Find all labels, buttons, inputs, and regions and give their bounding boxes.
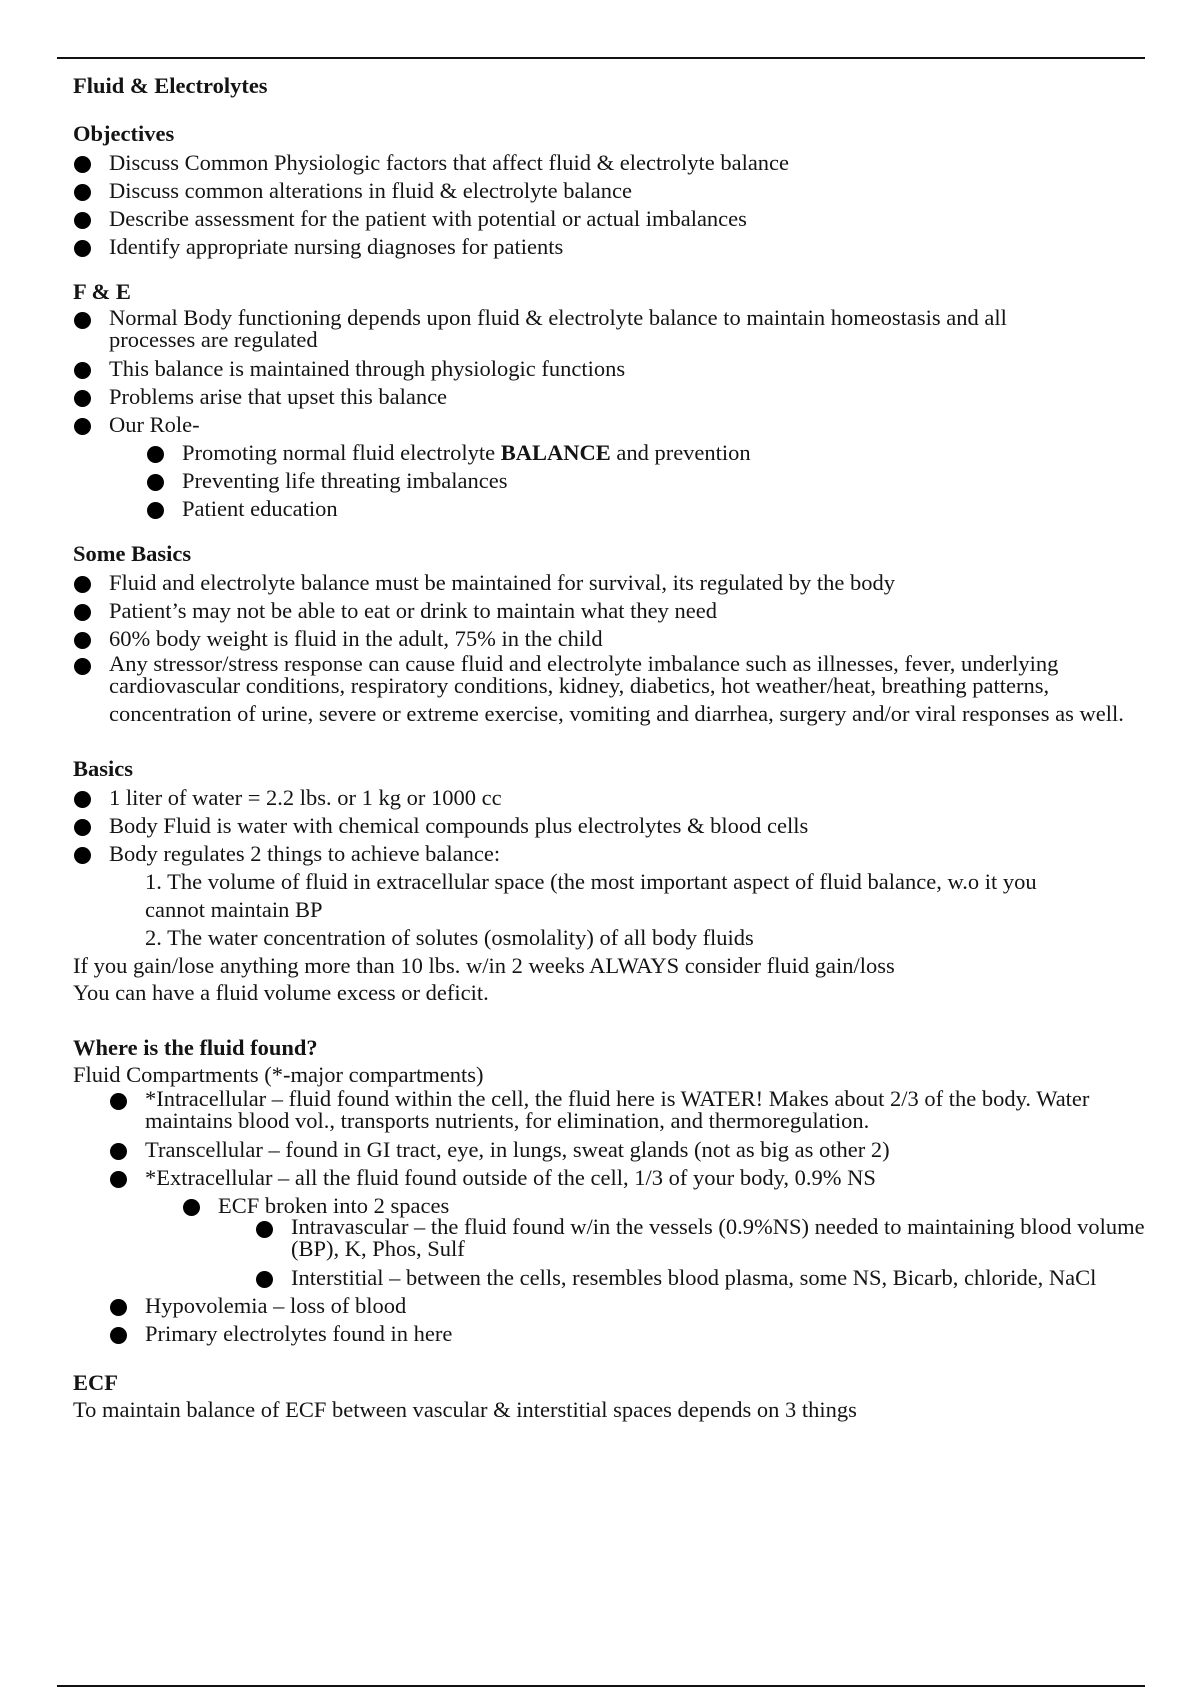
bottom-rule: [57, 1685, 1145, 1687]
where-subheading: Fluid Compartments (*-major compartments): [73, 1062, 484, 1087]
ecf-section: [73, 1369, 1163, 1423]
bullet-icon: [74, 847, 91, 864]
some-basics-continuation: concentration of urine, severe or extreme exercise, vomiting and diarrhea, surgery and/or viral responses as well.: [109, 701, 1124, 726]
basics-note-2: You can have a fluid volume excess or deficit.: [73, 980, 489, 1005]
bullet-icon: [74, 156, 91, 173]
objectives-list: [73, 149, 1163, 260]
ecf-text: To maintain balance of ECF between vascular & interstitial spaces depends on 3 things: [73, 1397, 857, 1422]
list-item: Intravascular – the fluid found w/in the vessels (0.9%NS) needed to maintaining blood volume (BP), K, Phos, Sulf: [255, 1216, 1171, 1260]
list-item: Primary electrolytes found in here: [109, 1320, 1163, 1347]
bullet-icon: [74, 212, 91, 229]
list-item: Fluid and electrolyte balance must be maintained for survival, its regulated by the body: [73, 569, 1163, 596]
fe-list: [73, 307, 1163, 438]
bullet-icon: [74, 184, 91, 201]
bullet-icon: [183, 1199, 200, 1216]
bullet-icon: [74, 791, 91, 808]
compartments-list: [109, 1088, 1163, 1191]
list-item: 60% body weight is fluid in the adult, 75% in the child: [73, 625, 1163, 652]
bullet-icon: [256, 1271, 273, 1288]
ecf-heading: ECF: [73, 1370, 118, 1395]
bullet-icon: [147, 502, 164, 519]
some-basics-section: [73, 540, 1163, 727]
bullet-icon: [110, 1327, 127, 1344]
basics-heading: Basics: [73, 756, 134, 781]
list-item: Hypovolemia – loss of blood: [109, 1292, 1163, 1319]
bullet-icon: [74, 418, 91, 435]
fe-section: [73, 278, 1163, 522]
numbered-item-2: 2. The water concentration of solutes (osmolality) of all body fluids: [145, 925, 754, 950]
where-section: [73, 1034, 1163, 1347]
bullet-icon: [74, 604, 91, 621]
list-item: Problems arise that upset this balance: [73, 383, 1163, 410]
list-item: Preventing life threating imbalances: [146, 467, 1163, 494]
bullet-icon: [110, 1299, 127, 1316]
basics-section: [73, 755, 1163, 1006]
top-rule: [57, 57, 1145, 59]
list-item: Identify appropriate nursing diagnoses for patients: [73, 233, 1163, 260]
bullet-icon: [110, 1143, 127, 1160]
some-basics-heading: Some Basics: [73, 541, 192, 566]
bullet-icon: [74, 312, 91, 329]
bullet-icon: [74, 632, 91, 649]
numbered-item-1: 1. The volume of fluid in extracellular space (the most important aspect of fluid balance, w.o it you: [145, 869, 1037, 894]
bullet-icon: [74, 658, 91, 675]
bullet-icon: [256, 1221, 273, 1238]
document-page: [73, 72, 1163, 1441]
list-item: Interstitial – between the cells, resembles blood plasma, some NS, Bicarb, chloride, NaCl: [255, 1264, 1163, 1291]
bullet-icon: [74, 576, 91, 593]
list-item: Discuss Common Physiologic factors that affect fluid & electrolyte balance: [73, 149, 1163, 176]
list-item: *Extracellular – all the fluid found outside of the cell, 1/3 of your body, 0.9% NS: [109, 1164, 1163, 1191]
objectives-section: [73, 120, 1163, 260]
list-item: Any stressor/stress response can cause fluid and electrolyte imbalance such as illnesses, fever, underlying cardiovascular conditions, respiratory conditions, kidney, diabetics, hot weather/heat, breathing patterns,: [73, 653, 1089, 697]
numbered-item-1-continuation: cannot maintain BP: [145, 897, 323, 922]
bullet-icon: [110, 1171, 127, 1188]
page-title: Fluid & Electrolytes: [73, 73, 268, 98]
list-item: 1 liter of water = 2.2 lbs. or 1 kg or 1000 cc: [73, 784, 1163, 811]
list-item: Transcellular – found in GI tract, eye, in lungs, sweat glands (not as big as other 2): [109, 1136, 1163, 1163]
objectives-heading: Objectives: [73, 121, 175, 146]
ecf-spaces-sublist: [255, 1216, 1163, 1291]
list-item: Body Fluid is water with chemical compounds plus electrolytes & blood cells: [73, 812, 1163, 839]
list-item: Normal Body functioning depends upon fluid & electrolyte balance to maintain homeostasis and all processes are regulated: [73, 307, 1089, 351]
list-item: Discuss common alterations in fluid & electrolyte balance: [73, 177, 1163, 204]
bullet-icon: [110, 1093, 127, 1110]
list-item: *Intracellular – fluid found within the cell, the fluid here is WATER! Makes about 2/3 of the body. Water maintains blood vol., transports nutrients, for elimination, and thermoregulation.: [109, 1088, 1145, 1132]
list-item: Describe assessment for the patient with potential or actual imbalances: [73, 205, 1163, 232]
list-item: Patient education: [146, 495, 1163, 522]
bullet-icon: [74, 240, 91, 257]
basics-list: [73, 784, 1163, 867]
where-heading: Where is the fluid found?: [73, 1035, 318, 1060]
balance-emphasis: BALANCE: [500, 440, 611, 465]
bullet-icon: [74, 390, 91, 407]
bullet-icon: [74, 362, 91, 379]
list-item: ECF broken into 2 spaces: [182, 1192, 1163, 1219]
fe-heading: F & E: [73, 279, 131, 304]
list-item: This balance is maintained through physiologic functions: [73, 355, 1163, 382]
list-item: Our Role-: [73, 411, 1163, 438]
bullet-icon: [74, 819, 91, 836]
some-basics-list: [73, 569, 1163, 697]
list-item: Promoting normal fluid electrolyte BALANCE and prevention: [146, 439, 1163, 466]
basics-note-1: If you gain/lose anything more than 10 lbs. w/in 2 weeks ALWAYS consider fluid gain/loss: [73, 953, 895, 978]
bullet-icon: [147, 474, 164, 491]
list-item: Patient’s may not be able to eat or drink to maintain what they need: [73, 597, 1163, 624]
compartments-list-continued: [109, 1292, 1163, 1347]
bullet-icon: [147, 446, 164, 463]
list-item: Body regulates 2 things to achieve balance:: [73, 840, 1163, 867]
role-sublist: [146, 439, 1163, 522]
